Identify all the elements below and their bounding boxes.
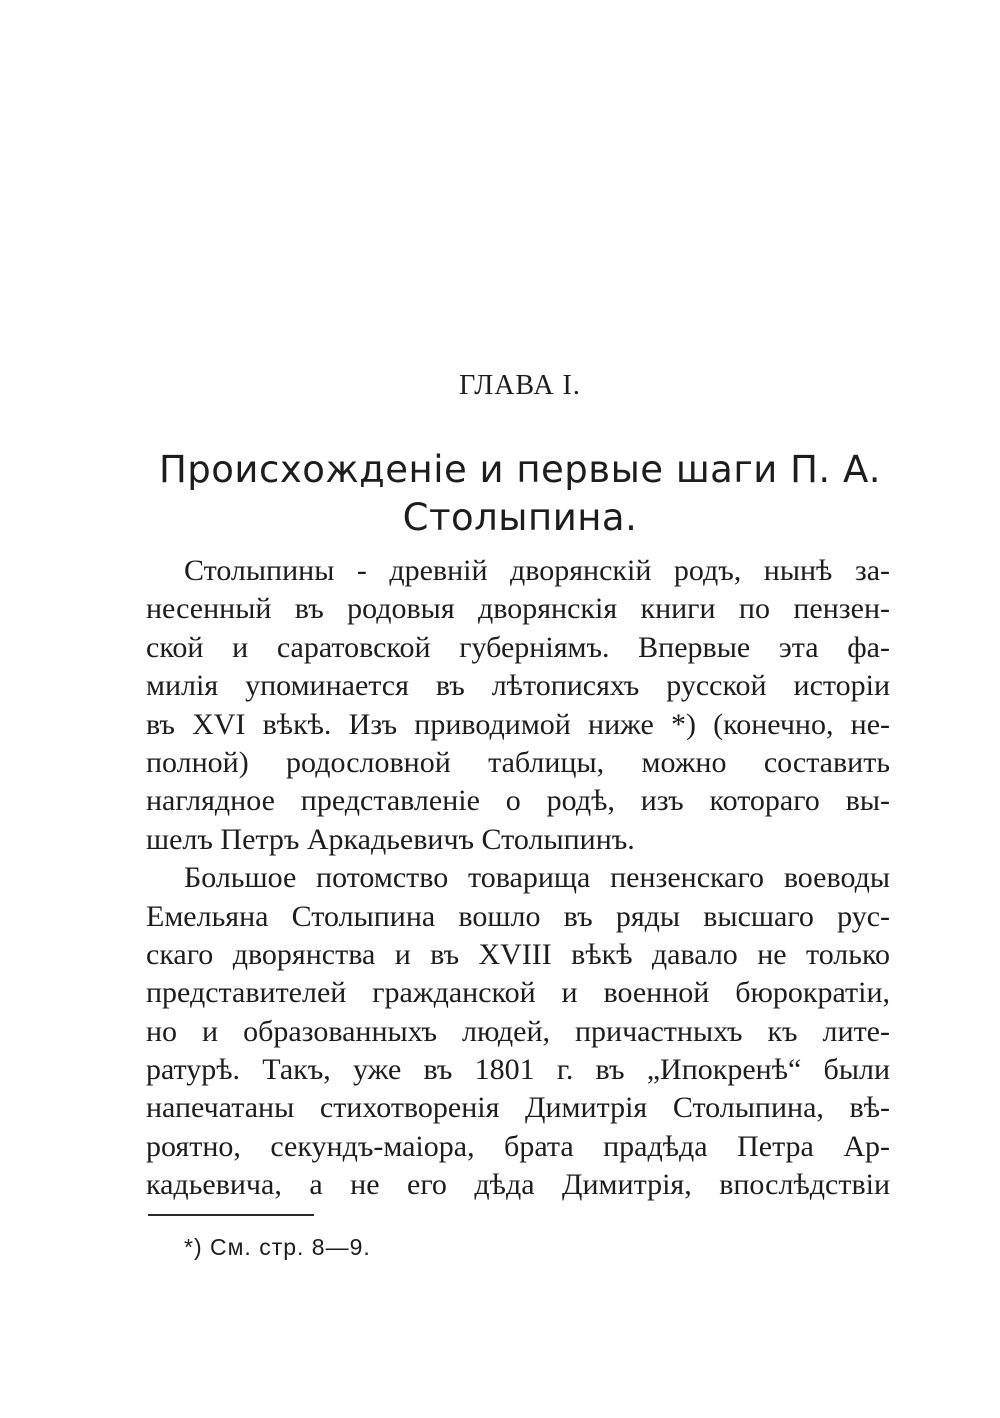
chapter-label: ГЛАВА I.: [459, 370, 581, 401]
chapter-title-line: Происхожденіе и первые шаги П. А.: [158, 448, 882, 491]
text-line: но и образованныхъ людей, причастныхъ къ лите-: [146, 1014, 890, 1048]
text-line: шелъ Петръ Аркадьевичъ Столыпинъ.: [146, 822, 635, 856]
text-line: ской и саратовской губерніямъ. Впервые эта фа-: [146, 630, 890, 664]
text-line: кадьевича, а не его дѣда Димитрія, впослѣдствіи: [146, 1168, 890, 1202]
footnote: *) См. стр. 8—9.: [184, 1234, 371, 1260]
body-text: [146, 552, 890, 1205]
text-line: Большое потомство товарища пензенскаго воеводы: [184, 861, 890, 895]
text-line: несенный въ родовыя дворянскія книги по пензен-: [146, 592, 890, 626]
footnote-divider: [148, 1214, 314, 1216]
text-line: наглядное представленіе о родѣ, изъ котораго вы-: [146, 784, 890, 818]
text-line: скаго дворянства и въ XVIII вѣкѣ давало не только: [146, 937, 890, 971]
text-line: представителей гражданской и военной бюрократіи,: [146, 976, 890, 1010]
chapter-title: [140, 446, 900, 542]
text-line: полной) родословной таблицы, можно составить: [146, 745, 890, 779]
text-line: Емельяна Столыпина вошло въ ряды высшаго рус-: [146, 899, 890, 933]
text-line: Столыпины - древній дворянскій родъ, нынѣ за-: [184, 554, 890, 587]
chapter-title-line: Столыпина.: [402, 496, 638, 539]
text-line: роятно, секундъ-маіора, брата прадѣда Петра Ар-: [146, 1129, 890, 1163]
text-line: въ XVI вѣкѣ. Изъ приводимой ниже *) (конечно, не-: [146, 707, 890, 741]
text-line: ратурѣ. Такъ, уже въ 1801 г. въ „Ипокренѣ“ были: [146, 1053, 890, 1087]
text-line: милія упоминается въ лѣтописяхъ русской исторіи: [146, 669, 890, 703]
text-line: напечатаны стихотворенія Димитрія Столыпина, вѣ-: [146, 1091, 890, 1125]
